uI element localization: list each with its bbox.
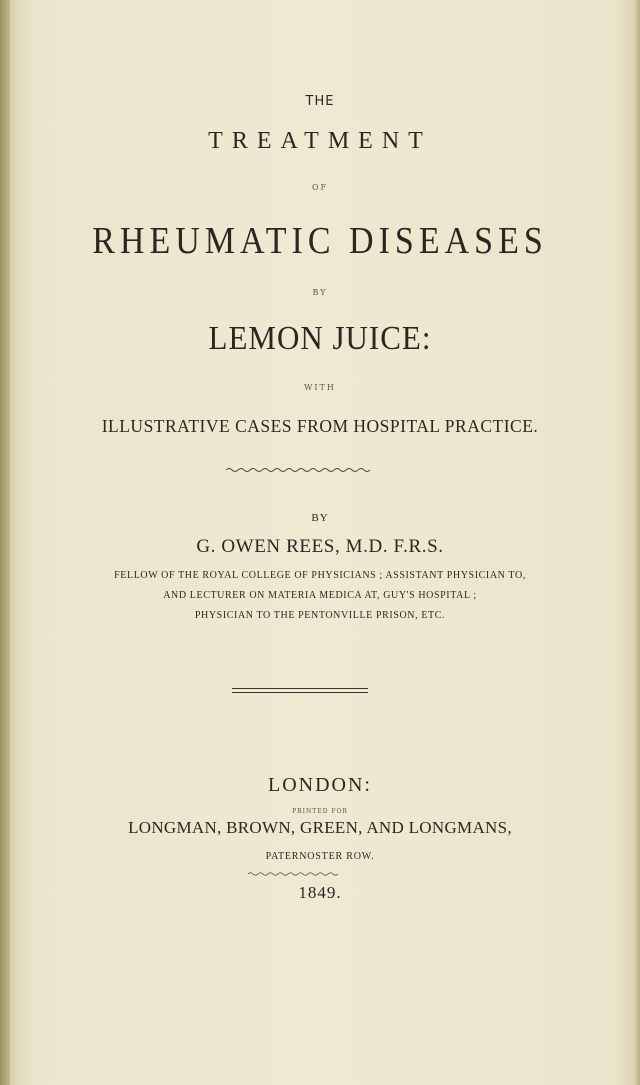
author-name: G. OWEN REES, M.D. F.R.S. (196, 536, 444, 557)
author-credential-line: AND LECTURER ON MATERIA MEDICA AT, GUY'S HOSPITAL ; (163, 590, 477, 601)
title-treatment: TREATMENT (208, 128, 432, 154)
double-rule-bottom (232, 692, 368, 693)
wavy-ornament-divider (226, 466, 374, 474)
subtitle-illustrative-cases: ILLUSTRATIVE CASES FROM HOSPITAL PRACTICE. (101, 416, 539, 436)
double-rule-top (232, 688, 368, 689)
imprint-year: 1849. (298, 883, 342, 902)
wavy-ornament-small (248, 871, 340, 877)
title-with: WITH (304, 383, 336, 392)
author-credential-line: FELLOW OF THE ROYAL COLLEGE OF PHYSICIANS ; ASSISTANT PHYSICIAN TO, (114, 570, 526, 581)
title-of: OF (311, 183, 329, 192)
imprint-printed-for: PRINTED FOR (292, 808, 348, 815)
imprint-city: LONDON: (268, 774, 372, 796)
imprint-address: PATERNOSTER ROW. (265, 851, 375, 862)
title-lemon-juice: LEMON JUICE: (208, 318, 432, 357)
imprint-publisher: LONGMAN, BROWN, GREEN, AND LONGMANS, (128, 818, 512, 837)
author-by: BY (311, 512, 329, 524)
author-credential-line: PHYSICIAN TO THE PENTONVILLE PRISON, ETC. (194, 610, 446, 621)
title-rheumatic-diseases: RHEUMATIC DISEASES (92, 220, 548, 263)
title-by: BY (312, 288, 328, 297)
title-the: THE (305, 94, 335, 109)
